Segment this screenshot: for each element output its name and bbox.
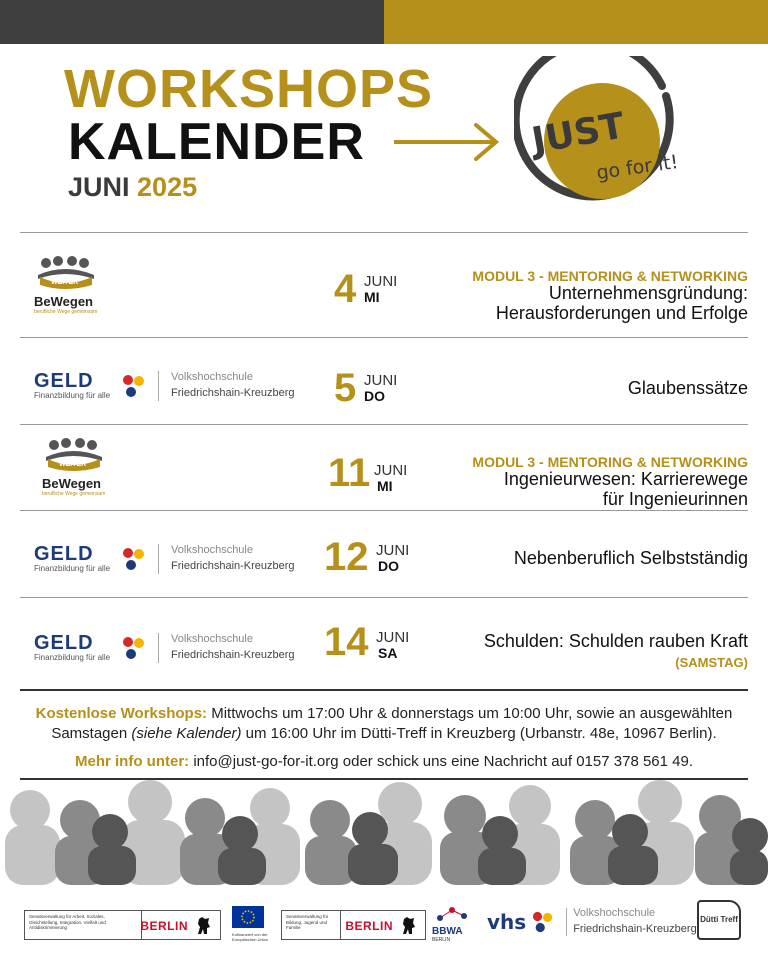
vhs-line1: Volkshochschule [573, 907, 656, 919]
event-row-3 [20, 425, 748, 510]
title-date [68, 174, 197, 201]
vhs-line2: Friedrichshain-Kreuzberg [171, 386, 295, 399]
event-title-line1: Nebenberuflich Selbstständig [513, 548, 748, 568]
vhs-line1: Volkshochschule [171, 544, 253, 556]
geld-sub: Finanzbildung für alle [34, 653, 111, 663]
vhs-line2: Friedrichshain-Kreuzberg [573, 922, 697, 935]
footer-free-text-a: Mittwochs um 17:00 Uhr & donnerstags um 10:00 Uhr, sowie an ausgewählten [207, 705, 733, 722]
event-title-line2: Herausforderungen und Erfolge [495, 303, 748, 324]
logo-tagline: go for it! [595, 150, 680, 185]
footer-info-label: Mehr info unter: [75, 753, 190, 770]
event-row-2 [20, 338, 748, 424]
bewegen-logo [34, 255, 100, 315]
event-weekday: MI [377, 478, 393, 494]
geld-vhs-logo [34, 632, 295, 664]
eu-text: Kofinanziert von der Europäischen Union [232, 932, 269, 942]
geld-vhs-logo [34, 543, 295, 575]
event-title-line2: für Ingenieurinnen [602, 489, 748, 510]
event-info [628, 379, 748, 399]
berlin-bear-icon [401, 916, 417, 936]
people-icon [42, 437, 108, 471]
senat2-text: Senatsverwaltung für Bildung, Jugend und Familie [286, 914, 329, 931]
event-title-line1: Ingenieurwesen: Karrierewege [503, 469, 748, 490]
event-weekday: DO [364, 388, 385, 404]
footer-free-text-b: Samstagen [51, 724, 132, 742]
geld-name: GELD [34, 632, 94, 655]
event-module: MODUL 3 - MENTORING & NETWORKING [472, 454, 748, 470]
event-day: 4 [334, 267, 357, 311]
divider [20, 689, 748, 691]
event-day: 14 [324, 620, 369, 664]
event-day: 12 [324, 535, 369, 579]
event-title-line1: Unternehmensgründung: [548, 283, 748, 304]
geld-dots-icon [122, 547, 146, 571]
senat-bildung-logo [281, 910, 426, 940]
bewegen-name: BeWegen [34, 294, 93, 309]
geld-dots-icon [122, 374, 146, 398]
event-info [472, 455, 748, 510]
geld-vhs-logo [34, 370, 295, 402]
geld-sub: Finanzbildung für alle [34, 391, 111, 401]
footer-info-text[interactable]: info@just-go-for-it.org oder schick uns eine Nachricht auf 0157 378 561 49. [189, 753, 693, 770]
title-year: 2025 [137, 172, 198, 202]
top-bar-gold [384, 0, 768, 44]
event-row-5 [20, 598, 748, 688]
berlin-text: BERLIN [345, 919, 393, 933]
bbwa-logo [432, 904, 472, 943]
event-row-4 [20, 511, 748, 597]
bewegen-name: BeWegen [42, 476, 101, 491]
title-workshops: WORKSHOPS [64, 59, 434, 119]
berlin-bear-icon [196, 916, 212, 936]
vhs-line2: Friedrichshain-Kreuzberg [171, 559, 295, 572]
event-title-line1: Glaubenssätze [627, 378, 748, 398]
bewegen-sub: berufliche Wege gemeinsam [34, 309, 98, 315]
event-month: JUNI [364, 372, 398, 389]
event-month: JUNI [374, 462, 408, 479]
bewegen-badge: WEITER [59, 461, 87, 468]
top-bar-dark [0, 0, 384, 44]
footer-contact [0, 752, 768, 772]
sponsor-logos [0, 896, 768, 952]
event-day: 5 [334, 366, 357, 410]
title-kalender: KALENDER [68, 113, 365, 171]
people-icon [34, 255, 100, 289]
footer-free-italic: (siehe Kalender) [131, 724, 242, 742]
vhs-line2: Friedrichshain-Kreuzberg [171, 648, 295, 661]
senat1-text: Senatsverwaltung für Arbeit, Soziales, Gleichstellung, Integration, Vielfalt und Antidiskriminierung [29, 914, 106, 931]
geld-name: GELD [34, 370, 94, 393]
geld-name: GELD [34, 543, 94, 566]
event-info [514, 549, 748, 569]
event-weekday: SA [378, 645, 398, 661]
vhs-line1: Volkshochschule [171, 633, 253, 645]
just-go-for-it-logo [514, 56, 714, 221]
vhs-logo [487, 906, 697, 938]
eu-logo [232, 906, 276, 943]
title-month: JUNI [68, 172, 130, 202]
vhs-text: vhs [487, 909, 527, 934]
event-note: (SAMSTAG) [675, 654, 748, 670]
dutti-text: Dütti Treff [700, 914, 738, 924]
senat-arbeit-logo [24, 910, 221, 940]
event-info [472, 269, 748, 324]
event-month: JUNI [376, 629, 410, 646]
footer-schedule [0, 704, 768, 743]
bbwa-text: BBWA [432, 926, 463, 937]
event-row-1 [20, 233, 748, 337]
vhs-line1: Volkshochschule [171, 371, 253, 383]
geld-dots-icon [122, 636, 146, 660]
bbwa-sub: BERLIN [432, 937, 451, 943]
berlin-text: BERLIN [140, 919, 188, 933]
vhs-dots-icon [532, 911, 554, 933]
arrow-right-icon [394, 122, 500, 162]
bewegen-logo [42, 437, 108, 497]
event-day: 11 [328, 451, 371, 495]
bewegen-badge: WEITER [51, 279, 79, 286]
footer-free-label: Kostenlose Workshops: [35, 705, 208, 722]
eu-flag-icon [232, 906, 264, 928]
event-title-line1: Schulden: Schulden rauben Kraft [483, 631, 748, 651]
event-weekday: DO [378, 558, 399, 574]
bewegen-sub: berufliche Wege gemeinsam [42, 491, 106, 497]
event-info [484, 632, 748, 670]
event-weekday: MI [364, 289, 380, 305]
silhouettes-illustration [0, 780, 768, 885]
event-module: MODUL 3 - MENTORING & NETWORKING [472, 268, 748, 284]
geld-sub: Finanzbildung für alle [34, 564, 111, 574]
logo-just-text: JUST [528, 105, 628, 163]
footer-free-text-c: um 16:00 Uhr im Dütti-Treff in Kreuzberg (Urbanstr. 48e, 10967 Berlin). [241, 724, 717, 742]
bbwa-network-icon [432, 904, 472, 922]
event-month: JUNI [364, 273, 398, 290]
event-month: JUNI [376, 542, 410, 559]
dutti-treff-logo [697, 900, 741, 940]
